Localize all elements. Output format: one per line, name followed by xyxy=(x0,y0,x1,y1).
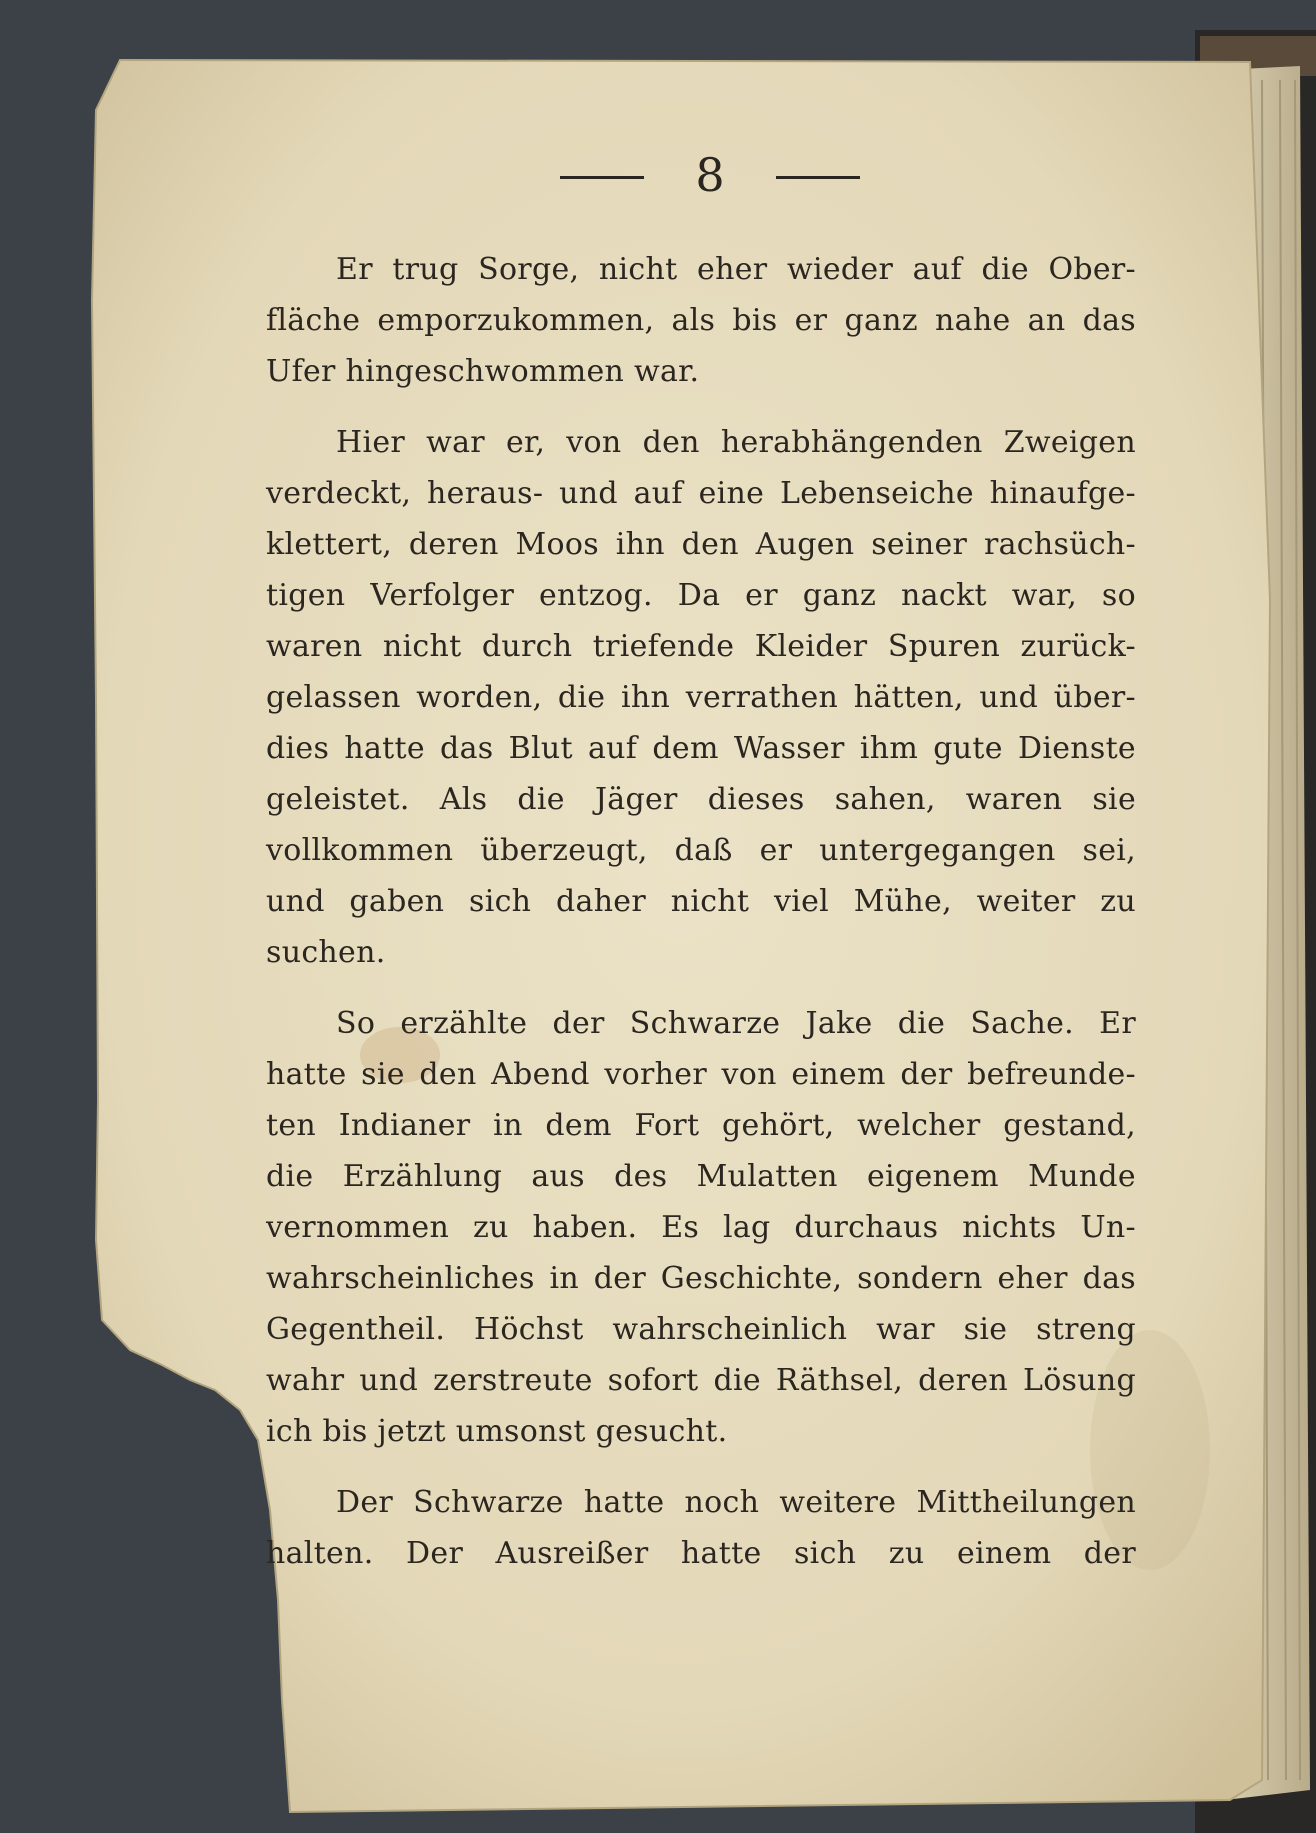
text-line: geleistet. Als die Jäger dieses sahen, waren sie xyxy=(266,782,1136,817)
text-line: vollkommen überzeugt, daß er untergegangen sei, xyxy=(266,833,1136,868)
text-line: wahr und zerstreute sofort die Räthsel, deren Lösung xyxy=(266,1363,1136,1398)
text-line: Der Schwarze hatte noch weitere Mittheilungen xyxy=(336,1485,1136,1520)
text-line: verdeckt, heraus- und auf eine Lebenseiche hinaufge- xyxy=(266,476,1136,511)
text-line: hatte sie den Abend vorher von einem der befreunde- xyxy=(266,1057,1136,1092)
text-line: ich bis jetzt umsonst gesucht. xyxy=(266,1414,728,1449)
text-line: vernommen zu haben. Es lag durchaus nichts Un- xyxy=(266,1210,1136,1245)
text-line: dies hatte das Blut auf dem Wasser ihm gute Dienste xyxy=(266,731,1136,766)
text-line: klettert, deren Moos ihn den Augen seiner rachsüch- xyxy=(266,527,1136,562)
text-line: Gegentheil. Höchst wahrscheinlich war sie streng xyxy=(266,1312,1136,1347)
paper-stain xyxy=(1090,1330,1210,1570)
text-line: Hier war er, von den herabhängenden Zweigen xyxy=(336,425,1136,460)
text-line: tigen Verfolger entzog. Da er ganz nackt war, so xyxy=(266,578,1136,613)
text-line: waren nicht durch triefende Kleider Spuren zurück- xyxy=(266,629,1136,664)
text-line: suchen. xyxy=(266,935,386,970)
text-line: die Erzählung aus des Mulatten eigenem Munde xyxy=(266,1159,1136,1194)
text-line: und gaben sich daher nicht viel Mühe, weiter zu xyxy=(266,884,1136,919)
text-line: wahrscheinliches in der Geschichte, sondern eher das xyxy=(266,1261,1136,1296)
text-line: halten. Der Ausreißer hatte sich zu einem der xyxy=(266,1536,1136,1571)
text-line: fläche emporzukommen, als bis er ganz nahe an das xyxy=(266,303,1136,338)
page-number: 8 xyxy=(695,148,725,202)
text-line: Er trug Sorge, nicht eher wieder auf die Ober- xyxy=(336,252,1136,287)
paper-stain xyxy=(360,1027,440,1083)
text-line: So erzählte der Schwarze Jake die Sache. Er xyxy=(336,1006,1136,1041)
text-line: gelassen worden, die ihn verrathen hätten, und über- xyxy=(266,680,1136,715)
text-line: ten Indianer in dem Fort gehört, welcher gestand, xyxy=(266,1108,1136,1143)
text-line: Ufer hingeschwommen war. xyxy=(266,354,700,389)
